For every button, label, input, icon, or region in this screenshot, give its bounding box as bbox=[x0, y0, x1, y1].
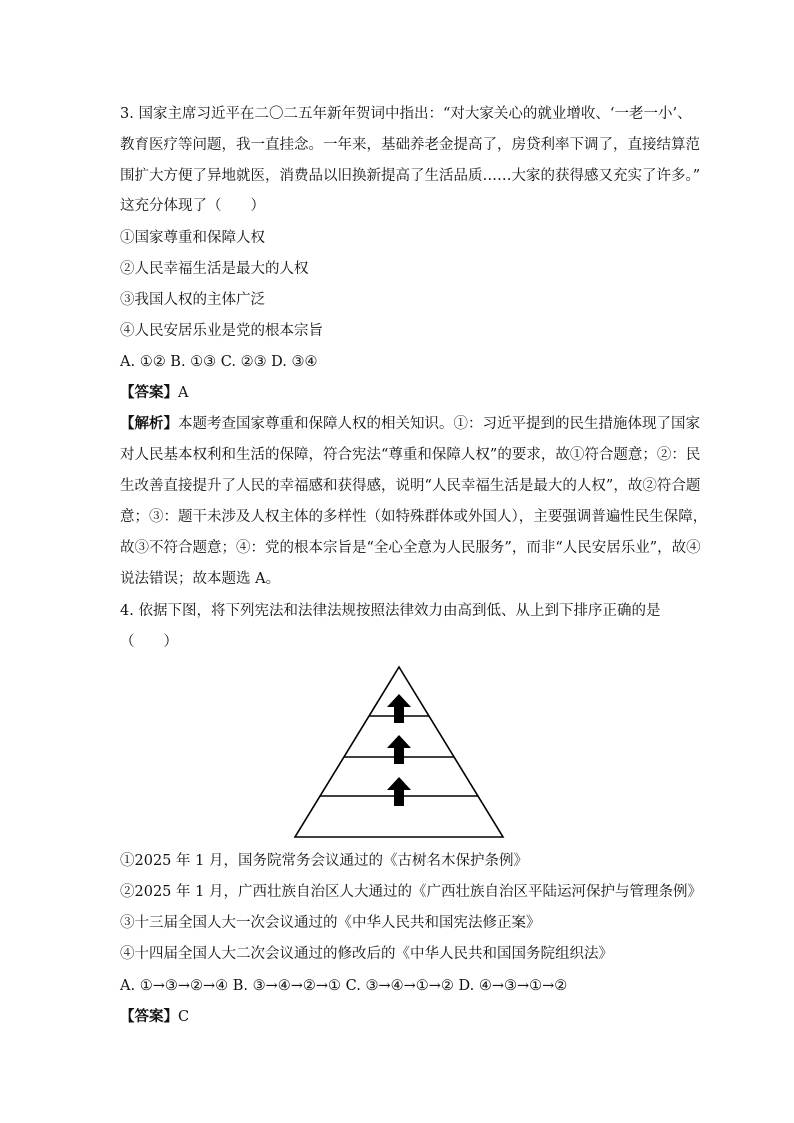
q3-answer-value: A bbox=[178, 385, 189, 401]
q3-analysis-line-1 bbox=[120, 414, 700, 434]
q3-option-3: ③我国人权的主体广泛 bbox=[120, 292, 265, 308]
q4-choices: A. ①→③→②→④ B. ③→④→②→① C. ③→④→①→② D. ④→③→①→② bbox=[120, 978, 568, 994]
q3-option-1: ①国家尊重和保障人权 bbox=[120, 230, 265, 246]
q3-answer-label: 【答案】 bbox=[120, 384, 178, 401]
q3-option-4: ④人民安居乐业是党的根本宗旨 bbox=[120, 323, 323, 339]
q3-stem-line-4: 这充分体现了（ ） bbox=[120, 198, 265, 214]
q4-answer-label: 【答案】 bbox=[120, 1008, 178, 1025]
q4-stem-line-1: 4. 依据下图，将下列宪法和法律法规按照法律效力由高到低、从上到下排序正确的是 bbox=[120, 603, 661, 619]
q4-stem-line-2: （ ） bbox=[120, 634, 178, 650]
q4-option-1: ①2025 年 1 月，国务院常务会议通过的《古树名木保护条例》 bbox=[120, 853, 528, 869]
q3-analysis-line-5: 故③不符合题意；④：党的根本宗旨是“全心全意为人民服务”，而非“人民安居乐业”，故④ bbox=[120, 540, 701, 556]
q4-option-3: ③十三届全国人大一次会议通过的《中华人民共和国宪法修正案》 bbox=[120, 915, 541, 931]
legal-hierarchy-pyramid bbox=[293, 665, 505, 840]
q4-answer bbox=[120, 1007, 189, 1027]
q3-analysis-text-1: 本题考查国家尊重和保障人权的相关知识。①：习近平提到的民生措施体现了国家 bbox=[178, 416, 700, 432]
q3-stem-line-2: 教育医疗等问题，我一直挂念。一年来，基础养老金提高了，房贷利率下调了，直接结算范 bbox=[120, 137, 700, 153]
q3-analysis-line-3: 生改善直接提升了人民的幸福感和获得感，说明“人民幸福生活是最大的人权”，故②符合题 bbox=[120, 478, 701, 494]
q3-stem-line-1: 3. 国家主席习近平在二〇二五年新年贺词中指出：“对大家关心的就业增收、‘一老一小’、 bbox=[120, 106, 692, 122]
q3-analysis-label: 【解析】 bbox=[120, 415, 178, 432]
q4-option-2: ②2025 年 1 月，广西壮族自治区人大通过的《广西壮族自治区平陆运河保护与管理条例》 bbox=[120, 884, 702, 900]
q3-answer bbox=[120, 383, 188, 403]
q3-choices: A. ①② B. ①③ C. ②③ D. ③④ bbox=[120, 354, 318, 370]
q4-answer-value: C bbox=[178, 1009, 190, 1025]
q3-stem-line-3: 围扩大方便了异地就医，消费品以旧换新提高了生活品质……大家的获得感又充实了许多。” bbox=[120, 168, 701, 184]
q3-analysis-line-2: 对人民基本权利和生活的保障，符合宪法“尊重和保障人权”的要求，故①符合题意；②：民 bbox=[120, 447, 701, 463]
q4-option-4: ④十四届全国人大二次会议通过的修改后的《中华人民共和国国务院组织法》 bbox=[120, 946, 613, 962]
q3-analysis-line-4: 意；③：题干未涉及人权主体的多样性（如特殊群体或外国人），主要强调普遍性民生保障， bbox=[120, 509, 708, 525]
q3-analysis-line-6: 说法错误；故本题选 A。 bbox=[120, 571, 281, 587]
q3-option-2: ②人民幸福生活是最大的人权 bbox=[120, 261, 309, 277]
